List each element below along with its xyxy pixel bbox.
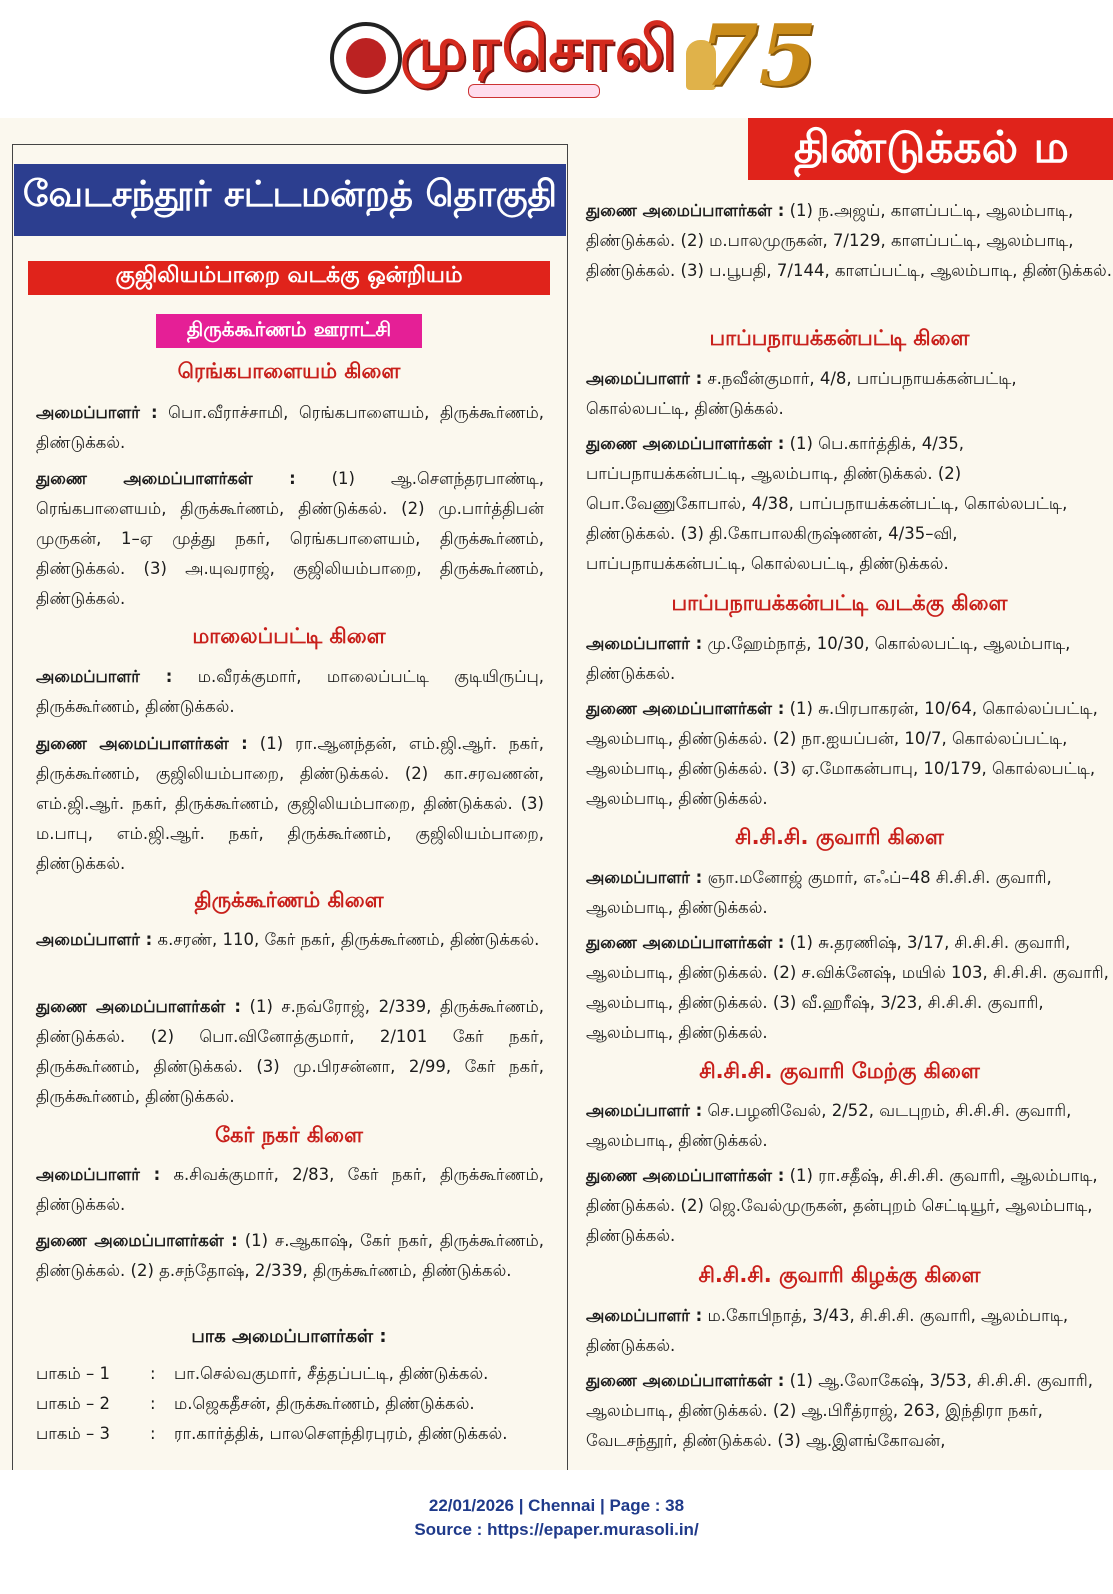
branch-deputies: துணை அமைப்பாளர்கள் : (1) ச.நவ்ரோஜ், 2/339, திருக்கூர்ணம், திண்டுக்கல். (2) பொ.வினோத்குமார், 2/101 கேர் நகர், திருக்கூர்ணம், திண்டுக்கல். (3) மு.பிரசன்னா, 2/99, கேர் நகர், திருக்கூர்ணம், திண்டுக்கல். bbox=[36, 997, 544, 1106]
panchayat-banner bbox=[156, 314, 422, 348]
branch-secretary: அமைப்பாளர் : பொ.வீராச்சாமி, ரெங்கபாளையம், திருக்கூர்ணம், திண்டுக்கல். bbox=[36, 403, 544, 452]
branch-deputies: துணை அமைப்பாளர்கள் : (1) ச.ஆகாஷ், கேர் நகர், திருக்கூர்ணம், திண்டுக்கல். (2) த.சந்தோஷ், 2/339, திருக்கூர்ணம், திண்டுக்கல். bbox=[36, 1231, 544, 1280]
branch-deputies: துணை அமைப்பாளர்கள் : (1) சு.தரணிஷ், 3/17, சி.சி.சி. குவாரி, ஆலம்பாடி, திண்டுக்கல். (2) ச.விக்னேஷ், மயில் 103, சி.சி.சி. குவாரி, ஆலம்பாடி, திண்டுக்கல். (3) வீ.ஹரீஷ், 3/23, சி.சி.சி. குவாரி, ஆலம்பாடி, திண்டுக்கல். bbox=[586, 933, 1109, 1042]
branch-heading: சி.சி.சி. குவாரி மேற்கு கிளை bbox=[699, 1059, 980, 1083]
branch-secretary: அமைப்பாளர் : ம.கோபிநாத், 3/43, சி.சி.சி. குவாரி, ஆலம்பாடி, திண்டுக்கல். bbox=[586, 1306, 1069, 1355]
branch-deputies: துணை அமைப்பாளர்கள் : (1) ஆ.லோகேஷ், 3/53, சி.சி.சி. குவாரி, ஆலம்பாடி, திண்டுக்கல். (2) ஆ.பிரீத்ராஜ், 263, இந்திரா நகர், வேடசந்தூர், திண்டுக்கல். (3) ஆ.இளங்கோவன், bbox=[586, 1371, 1093, 1450]
masthead bbox=[0, 0, 1113, 118]
masthead-tagline bbox=[468, 84, 600, 98]
branch-deputies: துணை அமைப்பாளர்கள் : (1) சு.பிரபாகரன், 10/64, கொல்லப்பட்டி, ஆலம்பாடி, திண்டுக்கல். (2) நா.ஐயப்பன், 10/7, கொல்லப்பட்டி, ஆலம்பாடி, திண்டுக்கல். (3) ஏ.மோகன்பாபு, 10/179, கொல்லபட்டி, ஆலம்பாடி, திண்டுக்கல். bbox=[586, 699, 1098, 808]
constituency-banner bbox=[14, 164, 566, 236]
branch-secretary: அமைப்பாளர் : ஞா.மனோஜ் குமார், எஃப்–48 சி.சி.சி. குவாரி, ஆலம்பாடி, திண்டுக்கல். bbox=[586, 868, 1052, 917]
newspaper-name: முரசொலி bbox=[400, 14, 678, 84]
branch-secretary: அமைப்பாளர் : ம.வீரக்குமார், மாலைப்பட்டி குடியிருப்பு, திருக்கூர்ணம், திண்டுக்கல். bbox=[36, 667, 544, 716]
union-banner bbox=[28, 261, 550, 295]
dateline: 22/01/2026 | Chennai | Page : 38 bbox=[428, 1496, 685, 1515]
branch-heading: ரெங்கபாளையம் கிளை bbox=[177, 359, 401, 383]
district-title: திண்டுக்கல் ம bbox=[794, 122, 1069, 173]
branch-heading: சி.சி.சி. குவாரி கிழக்கு கிளை bbox=[698, 1263, 981, 1287]
branch-secretary: அமைப்பாளர் : ச.நவீன்குமார், 4/8, பாப்பநாயக்கன்பட்டி, கொல்லபட்டி, திண்டுக்கல். bbox=[586, 369, 1017, 418]
branch-heading: பாப்பநாயக்கன்பட்டி கிளை bbox=[709, 326, 970, 350]
newspaper-page: திண்டுக்கல் ம வேடசந்தூர் சட்டமன்றத் தொகுதி குஜிலியம்பாறை வடக்கு ஒன்றியம் திருக்கூர்ணம் ஊராட்சி ரெங்கபாளையம் கிளை அமைப்பாளர் : பொ.வீராச்சாமி, ரெங்கபாளையம், திருக்கூர்ணம், திண்டுக்கல். துணை அமைப்பாளர்கள் : (1) ஆ.சௌந்தரபாண்டி, ரெங்கபாளையம், திருக்கூர்ணம், திண்டுக்கல். (2) மு.பார்த்திபன் முருகன், 1–ஏ முத்து நகர், ரெங்கபாளையம், திருக்கூர்ணம், திண்டுக்கல். (3) அ.யுவராஜ், குஜிலியம்பாறை, திருக்கூர்ணம், திண்டுக்கல். மாலைப்பட்டி கிளை அமைப்பாளர் : ம.வீரக்குமார், மாலைப்பட்டி குடியிருப்பு, திருக்கூர்ணம், திண்டுக்கல். துணை அமைப்பாளர்கள் : (1) ரா.ஆனந்தன், எம்.ஜி.ஆர். நகர், திருக்கூர்ணம், குஜிலியம்பாறை, திண்டுக்கல். (2) கா.சரவணன், எம்.ஜி.ஆர். நகர், திருக்கூர்ணம், குஜிலியம்பாறை, திண்டுக்கல். (3) ம.பாபு, எம்.ஜி.ஆர். நகர், திருக்கூர்ணம், குஜிலியம்பாறை, திண்டுக்கல். திருக்கூர்ணம் கிளை அமைப்பாளர் : க.சரண், 110, கேர் நகர், திருக்கூர்ணம், திண்டுக்கல். துணை அமைப்பாளர்கள் : (1) ச.நவ்ரோஜ், 2/339, திருக்கூர்ணம், திண்டுக்கல். (2) பொ.வினோத்குமார், 2/101 கேர் நகர், திருக்கூர்ணம், திண்டுக்கல். (3) மு.பிரசன்னா, 2/99, கேர் நகர், திருக்கூர்ணம், திண்டுக்கல். கேர் நகர் கிளை அமைப்பாளர் : க.சிவக்குமார், 2/83, கேர் நகர், திருக்கூர்ணம், திண்டுக்கல். துணை அமைப்பாளர்கள் : (1) ச.ஆகாஷ், கேர் நகர், திருக்கூர்ணம், திண்டுக்கல். (2) த.சந்தோஷ், 2/339, திருக்கூர்ணம், திண்டுக்கல். பாக அமைப்பாளர்கள் : பாகம் – 1 : பா.செல்வகுமார், சீத்தப்பட்டி, திண்டுக்கல். பாகம் – 2 : ம.ஜெகதீசன், திருக்கூர்ணம், திண்டுக்கல். பாகம் – 3 : ரா.கார்த்திக், பாலசௌந்திரபுரம், திண்டுக்கல். துணை அமைப்பாளர்கள் : (1) ந.அஜய், காளப்பட்டி, ஆலம்பாடி, திண்டுக்கல். (2) ம.பாலமுருகன், 7/129, காளப்பட்டி, ஆலம்பாடி, திண்டுக்கல். (3) ப.பூபதி, 7/144, காளப்பட்டி, ஆலம்பாடி, திண்டுக்கல். பாப்பநாயக்கன்பட்டி கிளை அமைப்பாளர் : ச.நவீன்குமார், 4/8, பாப்பநாயக்கன்பட்டி, கொல்லபட்டி, திண்டுக்கல். துணை அமைப்பாளர்கள் : (1) பெ.கார்த்திக், 4/35, பாப்பநாயக்கன்பட்டி, ஆலம்பாடி, திண்டுக்கல். (2) பொ.வேணுகோபால், 4/38, பாப்பநாயக்கன்பட்டி, கொல்லபட்டி, திண்டுக்கல். (3) தி.கோபாலகிருஷ்ணன், 4/35–வி, பாப்பநாயக்கன்பட்டி, கொல்லபட்டி, திண்டுக்கல். பாப்பநாயக்கன்பட்டி வடக்கு கிளை அமைப்பாளர் : மு.ஹேம்நாத், 10/30, கொல்லபட்டி, ஆலம்பாடி, திண்டுக்கல். துணை அமைப்பாளர்கள் : (1) சு.பிரபாகரன், 10/64, கொல்லப்பட்டி, ஆலம்பாடி, திண்டுக்கல். (2) நா.ஐயப்பன், 10/7, கொல்லப்பட்டி, ஆலம்பாடி, திண்டுக்கல். (3) ஏ.மோகன்பாபு, 10/179, கொல்லபட்டி, ஆலம்பாடி, திண்டுக்கல். சி.சி.சி. குவாரி கிளை அமைப்பாளர் : ஞா.மனோஜ் குமார், எஃப்–48 சி.சி.சி. குவாரி, ஆலம்பாடி, திண்டுக்கல். துணை அமைப்பாளர்கள் : (1) சு.தரணிஷ், 3/17, சி.சி.சி. குவாரி, ஆலம்பாடி, திண்டுக்கல். (2) ச.விக்னேஷ், மயில் 103, சி.சி.சி. குவாரி, ஆலம்பாடி, திண்டுக்கல். (3) வீ.ஹரீஷ், 3/23, சி.சி.சி. குவாரி, ஆலம்பாடி, திண்டுக்கல். சி.சி.சி. குவாரி மேற்கு கிளை அமைப்பாளர் : செ.பழனிவேல், 2/52, வடபுறம், சி.சி.சி. குவாரி, ஆலம்பாடி, திண்டுக்கல். துணை அமைப்பாளர்கள் : (1) ரா.சதீஷ், சி.சி.சி. குவாரி, ஆலம்பாடி, திண்டுக்கல். (2) ஜெ.வேல்முருகன், தன்புறம் செட்டியூர், ஆலம்பாடி, திண்டுக்கல். சி.சி.சி. குவாரி கிழக்கு கிளை அமைப்பாளர் : ம.கோபிநாத், 3/43, சி.சி.சி. குவாரி, ஆலம்பாடி, திண்டுக்கல். துணை அமைப்பாளர்கள் : (1) ஆ.லோகேஷ், 3/53, சி.சி.சி. குவாரி, ஆலம்பாடி, திண்டுக்கல். (2) ஆ.பிரீத்ராஜ், 263, இந்திரா நகர், வேடசந்தூர், திண்டுக்கல். (3) ஆ.இளங்கோவன், bbox=[0, 118, 1113, 1470]
party-emblem-logo bbox=[330, 22, 402, 94]
branch-secretary: அமைப்பாளர் : க.சரண், 110, கேர் நகர், திருக்கூர்ணம், திண்டுக்கல். bbox=[36, 930, 540, 949]
branch-deputies: துணை அமைப்பாளர்கள் : (1) ந.அஜய், காளப்பட்டி, ஆலம்பாடி, திண்டுக்கல். (2) ம.பாலமுருகன், 7/129, காளப்பட்டி, ஆலம்பாடி, திண்டுக்கல். (3) ப.பூபதி, 7/144, காளப்பட்டி, ஆலம்பாடி, திண்டுக்கல். bbox=[586, 201, 1112, 280]
branch-heading: பாப்பநாயக்கன்பட்டி வடக்கு கிளை bbox=[671, 591, 1008, 615]
anniversary-logo: 75 bbox=[700, 6, 817, 105]
panchayat-title: திருக்கூர்ணம் ஊராட்சி bbox=[186, 317, 392, 341]
branch-secretary: அமைப்பாளர் : மு.ஹேம்நாத், 10/30, கொல்லபட்டி, ஆலம்பாடி, திண்டுக்கல். bbox=[586, 634, 1071, 683]
constituency-title: வேடசந்தூர் சட்டமன்றத் தொகுதி bbox=[22, 174, 558, 215]
branch-secretary: அமைப்பாளர் : செ.பழனிவேல், 2/52, வடபுறம், சி.சி.சி. குவாரி, ஆலம்பாடி, திண்டுக்கல். bbox=[586, 1101, 1072, 1150]
branch-heading: மாலைப்பட்டி கிளை bbox=[192, 624, 386, 648]
branch-heading: சி.சி.சி. குவாரி கிளை bbox=[735, 825, 944, 849]
branch-heading: கேர் நகர் கிளை bbox=[215, 1123, 363, 1147]
union-title: குஜிலியம்பாறை வடக்கு ஒன்றியம் bbox=[115, 263, 463, 288]
booth-organisers-heading: பாக அமைப்பாளர்கள் : bbox=[191, 1326, 387, 1347]
branch-deputies: துணை அமைப்பாளர்கள் : (1) ரா.ஆனந்தன், எம்.ஜி.ஆர். நகர், திருக்கூர்ணம், குஜிலியம்பாறை, திண்டுக்கல். (2) கா.சரவணன், எம்.ஜி.ஆர். நகர், திருக்கூர்ணம், குஜிலியம்பாறை, திண்டுக்கல். (3) ம.பாபு, எம்.ஜி.ஆர். நகர், திருக்கூர்ணம், குஜிலியம்பாறை, திண்டுக்கல். bbox=[36, 734, 544, 873]
branch-deputies: துணை அமைப்பாளர்கள் : (1) ஆ.சௌந்தரபாண்டி, ரெங்கபாளையம், திருக்கூர்ணம், திண்டுக்கல். (2) மு.பார்த்திபன் முருகன், 1–ஏ முத்து நகர், ரெங்கபாளையம், திருக்கூர்ணம், திண்டுக்கல். (3) அ.யுவராஜ், குஜிலியம்பாறை, திருக்கூர்ணம், திண்டுக்கல். bbox=[36, 469, 544, 608]
branch-deputies: துணை அமைப்பாளர்கள் : (1) ரா.சதீஷ், சி.சி.சி. குவாரி, ஆலம்பாடி, திண்டுக்கல். (2) ஜெ.வேல்முருகன், தன்புறம் செட்டியூர், ஆலம்பாடி, திண்டுக்கல். bbox=[586, 1166, 1098, 1245]
branch-heading: திருக்கூர்ணம் கிளை bbox=[194, 888, 384, 912]
source-link[interactable]: Source : https://epaper.murasoli.in/ bbox=[414, 1520, 699, 1539]
branch-secretary: அமைப்பாளர் : க.சிவக்குமார், 2/83, கேர் நகர், திருக்கூர்ணம், திண்டுக்கல். bbox=[36, 1165, 544, 1214]
page-footer bbox=[0, 1470, 1113, 1594]
branch-deputies: துணை அமைப்பாளர்கள் : (1) பெ.கார்த்திக், 4/35, பாப்பநாயக்கன்பட்டி, ஆலம்பாடி, திண்டுக்கல். (2) பொ.வேணுகோபால், 4/38, பாப்பநாயக்கன்பட்டி, கொல்லபட்டி, திண்டுக்கல். (3) தி.கோபாலகிருஷ்ணன், 4/35–வி, பாப்பநாயக்கன்பட்டி, கொல்லபட்டி, திண்டுக்கல். bbox=[586, 434, 1068, 573]
